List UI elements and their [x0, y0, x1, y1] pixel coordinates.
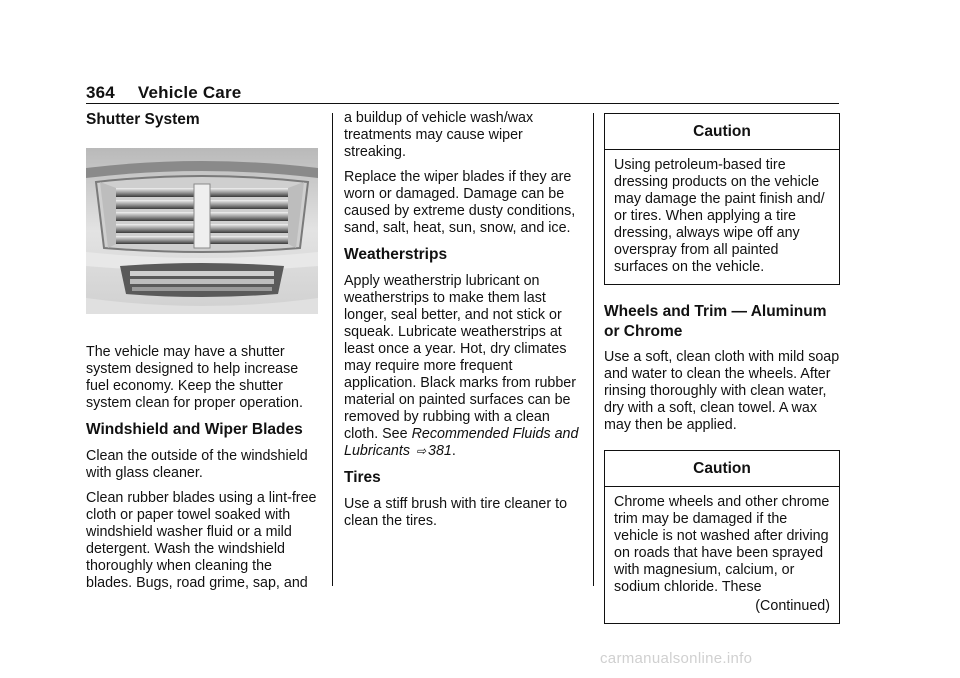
- paragraph: [344, 273, 584, 460]
- paragraph: Use a stiff brush with tire cleaner to clean the tires.: [344, 496, 568, 529]
- column-divider: [593, 113, 594, 586]
- caution-box: [604, 113, 840, 285]
- column-divider: [332, 113, 333, 586]
- paragraph-text: Apply weatherstrip lubricant on weatherstrips to make them last longer, seal better, and not stick or squeak. Lubricate weatherstrips at least once a year. Hot, dry climates may require more frequent application. Black marks from rubber material on painted surfaces can be removed by rubbing with a clean cloth. See: [344, 273, 577, 442]
- paragraph: Clean the outside of the windshield with glass cleaner.: [86, 448, 308, 481]
- caution-title: Caution: [605, 451, 839, 487]
- caution-body: [605, 487, 839, 623]
- page-header: [86, 83, 241, 103]
- header-rule: [86, 103, 839, 104]
- caution-body: Using petroleum-based tire dressing products on the vehicle may damage the paint finish and/ or tires. When applying a tire dressing, always wipe off any overspray from all painted surfaces on the vehicle.: [614, 157, 825, 275]
- page-ref-icon: ⇨: [415, 444, 427, 458]
- column-3: [604, 113, 840, 624]
- paragraph: The vehicle may have a shutter system designed to help increase fuel economy. Keep the shutter system clean for proper operation.: [86, 344, 303, 411]
- caution-box: [604, 450, 840, 624]
- heading-tires: Tires: [344, 469, 381, 486]
- caution-title: Caution: [605, 114, 839, 150]
- column-1: [86, 110, 322, 600]
- ref-end: .: [451, 443, 456, 459]
- heading-windshield-wiper: Windshield and Wiper Blades: [86, 421, 303, 438]
- front-grille-shutter-photo: [86, 148, 318, 314]
- ref-text: Recommended Fluids and Lubricants: [344, 426, 579, 459]
- watermark: carmanualsonline.info: [600, 650, 753, 667]
- heading-shutter-system: Shutter System: [86, 111, 200, 128]
- paragraph: a buildup of vehicle wash/wax treatments may cause wiper streaking.: [344, 110, 534, 160]
- column-2: [344, 110, 584, 538]
- ref-page: 381: [428, 443, 452, 459]
- paragraph: Use a soft, clean cloth with mild soap and water to clean the wheels. After rinsing thoroughly with clean water, dry with a soft, clean towel. A wax may then be applied.: [604, 349, 840, 433]
- heading-wheels-trim: Wheels and Trim — Aluminum or Chrome: [604, 303, 827, 340]
- paragraph: Clean rubber blades using a lint-free cloth or paper towel soaked with windshield washer fluid or a mild detergent. Wash the windshield thoroughly when cleaning the blades. Bugs, road grime, sap, and: [86, 490, 317, 591]
- caution-text: Chrome wheels and other chrome trim may be damaged if the vehicle is not washed after driving on roads that have been sprayed with magnesium, calcium, or sodium chloride. These: [614, 494, 830, 595]
- continued-label: (Continued): [755, 598, 830, 614]
- section-title: Vehicle Care: [137, 83, 242, 102]
- page-number: 364: [86, 83, 115, 102]
- paragraph: Replace the wiper blades if they are worn or damaged. Damage can be caused by extreme dusty conditions, sand, salt, heat, sun, snow, and ice.: [344, 169, 576, 236]
- heading-weatherstrips: Weatherstrips: [344, 246, 448, 263]
